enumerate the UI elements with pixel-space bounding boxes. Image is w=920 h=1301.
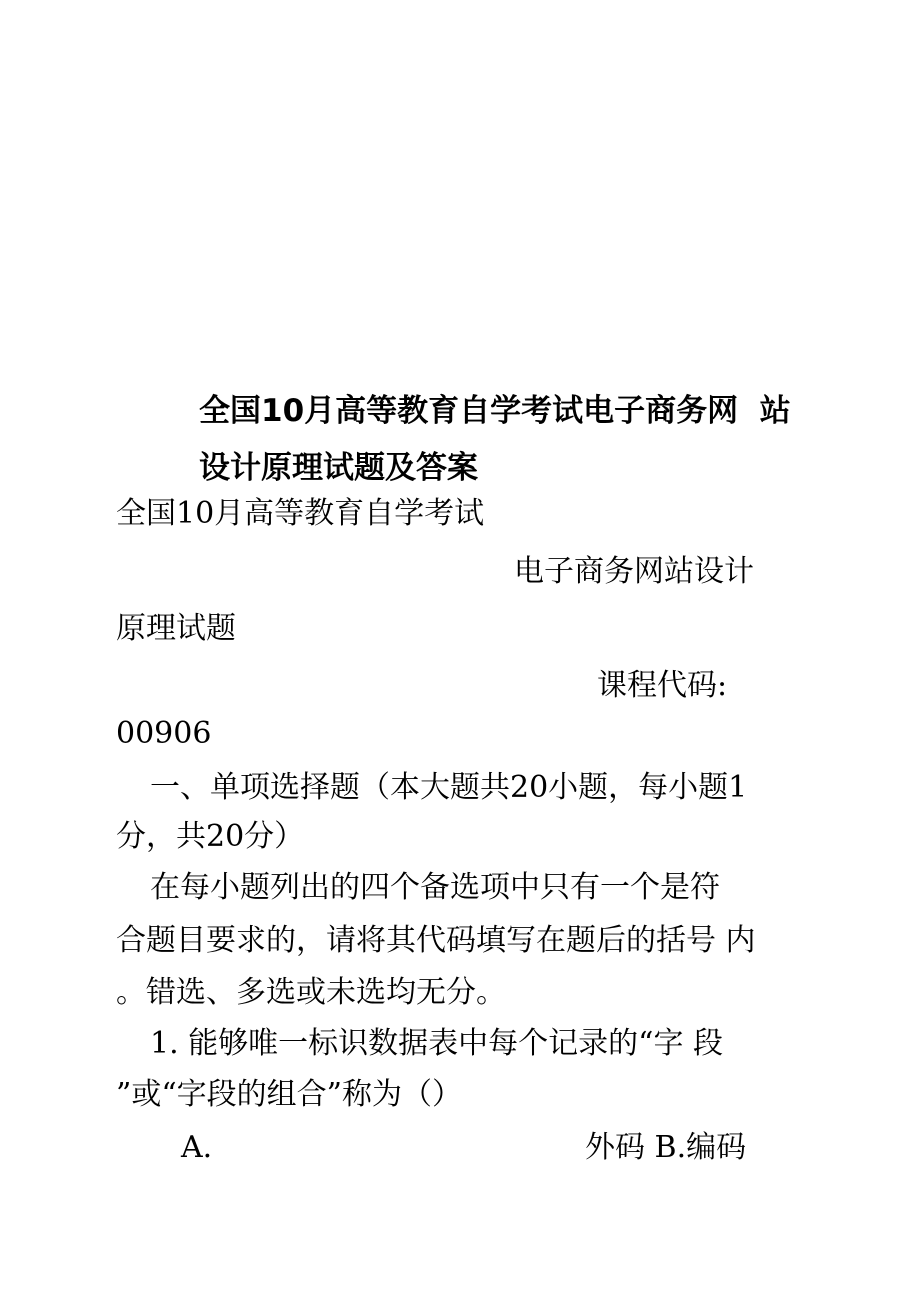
section-heading-line-2: 分，共20分） — [116, 819, 305, 854]
question-1-line-2: ”或“字段的组合”称为（） — [116, 1077, 463, 1112]
course-code-label: 课程代码: — [597, 668, 728, 703]
instructions-line-2: 合题目要求的，请将其代码填写在题后的括号 内 — [116, 923, 756, 958]
question-1-options-text: 外码 B.编码 — [585, 1130, 747, 1165]
instructions-line-3: 。错选、多选或未选均无分。 — [116, 975, 506, 1010]
section-heading-line-1: 一、单项选择题（本大题共20小题，每小题1 — [150, 770, 748, 805]
instructions-line-1: 在每小题列出的四个备选项中只有一个是符 — [150, 870, 720, 905]
question-1-option-a-label: A. — [181, 1130, 213, 1165]
subtitle-line-2: 电子商务网站设计 — [514, 554, 754, 589]
title-line-1: 全国10月高等教育自学考试电子商务网 站 — [199, 393, 791, 429]
question-1-line-1: 1. 能够唯一标识数据表中每个记录的“字 段 — [150, 1026, 724, 1061]
subtitle-line-1: 全国10月高等教育自学考试 — [116, 496, 485, 531]
subtitle-line-3: 原理试题 — [116, 611, 236, 646]
title-line-2: 设计原理试题及答案 — [199, 450, 478, 486]
course-code-value: 00906 — [116, 716, 212, 751]
